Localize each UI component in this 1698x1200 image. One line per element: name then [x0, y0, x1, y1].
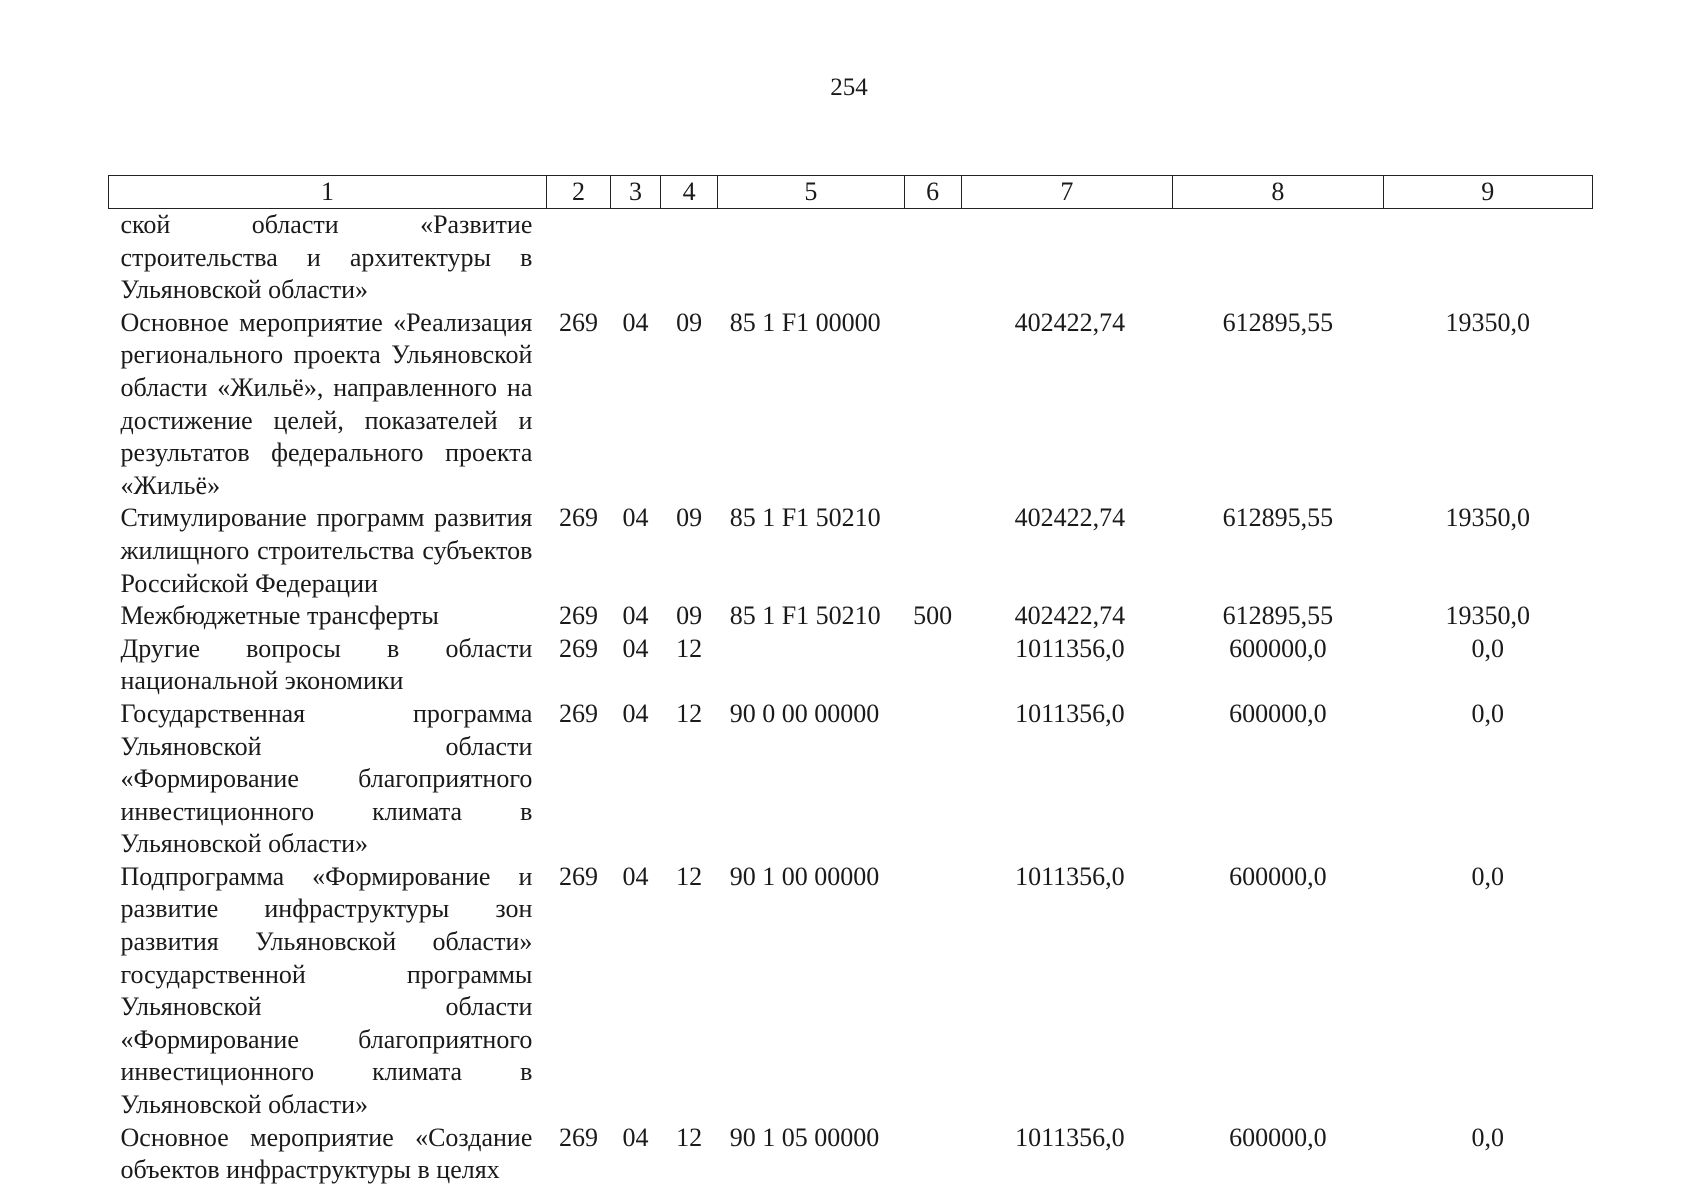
amount-col-8: 600000,0: [1229, 1122, 1327, 1152]
target-article: 90 1 00 00000: [729, 861, 880, 891]
header-col-9: 9: [1383, 176, 1592, 209]
amount-col-8: 612895,55: [1222, 307, 1334, 337]
table-body: [109, 209, 1593, 1187]
row-name: Межбюджетные трансферты: [120, 601, 439, 631]
amount-col-9: 19350,0: [1445, 307, 1531, 337]
admin-code: 269: [558, 601, 598, 631]
subsection-code: 12: [676, 1122, 703, 1152]
row-name: ской области «Развитие строительства и архитектуры в Ульяновской области»: [120, 210, 533, 305]
row-name: Подпрограмма «Формирование и развитие инфраструктуры зон развития Ульяновской области» государственной программы Ульяновской области «Формирование благоприятного инвестиционного климата в Ульяновской области»: [120, 861, 533, 1120]
row-name: Основное мероприятие «Реализация регионального проекта Ульяновской области «Жильё», направленного на достижение целей, показателей и результатов федерального проекта «Жильё»: [120, 307, 533, 500]
header-col-4: 4: [661, 176, 718, 209]
amount-col-9: 0,0: [1471, 861, 1505, 891]
table-row: [109, 861, 1593, 1122]
admin-code: 269: [558, 861, 598, 891]
table-row: [109, 307, 1593, 503]
section-code: 04: [622, 307, 649, 337]
table-row: [109, 502, 1593, 600]
table-row: [109, 600, 1593, 633]
target-article: 85 1 F1 50210: [729, 601, 881, 631]
section-code: 04: [622, 601, 649, 631]
amount-col-8: 600000,0: [1229, 861, 1327, 891]
subsection-code: [661, 209, 718, 307]
target-article: 90 0 00 00000: [729, 698, 880, 728]
section-code: 04: [622, 861, 649, 891]
page-number: 254: [830, 74, 868, 101]
row-name: Государственная программа Ульяновской области «Формирование благоприятного инвестиционного климата в Ульяновской области»: [120, 698, 533, 859]
row-name: Стимулирование программ развития жилищного строительства субъектов Российской Федерации: [120, 503, 533, 598]
amount-col-9: 19350,0: [1445, 601, 1531, 631]
admin-code: 269: [558, 633, 598, 663]
section-code: 04: [622, 503, 649, 533]
row-name: Другие вопросы в области национальной экономики: [120, 633, 533, 696]
admin-code: 269: [558, 1122, 598, 1152]
row-name: Основное мероприятие «Создание объектов инфраструктуры в целях: [120, 1122, 533, 1185]
amount-col-9: [1383, 209, 1592, 307]
subsection-code: 09: [676, 601, 703, 631]
admin-code: 269: [558, 698, 598, 728]
expense-kind: 500: [913, 601, 953, 631]
amount-col-9: 0,0: [1471, 1122, 1505, 1152]
amount-col-9: 0,0: [1471, 698, 1505, 728]
expense-kind: [904, 502, 961, 600]
amount-col-8: 600000,0: [1229, 698, 1327, 728]
expense-kind: [904, 698, 961, 861]
section-code: 04: [622, 698, 649, 728]
table-row: [109, 633, 1593, 698]
admin-code: 269: [558, 503, 598, 533]
table-row: [109, 209, 1593, 307]
expense-kind: [904, 861, 961, 1122]
amount-col-7: 1011356,0: [1015, 633, 1125, 663]
table-row: [109, 698, 1593, 861]
header-col-5: 5: [718, 176, 904, 209]
budget-table: [108, 175, 1593, 1187]
amount-col-8: 612895,55: [1222, 503, 1334, 533]
amount-col-7: 402422,74: [1014, 503, 1126, 533]
header-col-2: 2: [546, 176, 610, 209]
amount-col-8: 612895,55: [1222, 601, 1334, 631]
amount-col-8: [1173, 209, 1383, 307]
amount-col-7: 1011356,0: [1015, 861, 1125, 891]
amount-col-7: 402422,74: [1014, 307, 1126, 337]
subsection-code: 12: [676, 698, 703, 728]
header-col-8: 8: [1173, 176, 1383, 209]
admin-code: 269: [558, 307, 598, 337]
target-article: 90 1 05 00000: [729, 1122, 880, 1152]
header-row: [109, 176, 1593, 209]
expense-kind: [904, 209, 961, 307]
section-code: 04: [622, 633, 649, 663]
section-code: [611, 209, 661, 307]
header-col-3: 3: [611, 176, 661, 209]
table-header: [109, 176, 1593, 209]
header-col-6: 6: [904, 176, 961, 209]
amount-col-7: [961, 209, 1172, 307]
amount-col-7: 1011356,0: [1015, 1122, 1125, 1152]
target-article: 85 1 F1 00000: [729, 307, 881, 337]
target-article: [718, 633, 904, 698]
subsection-code: 12: [676, 861, 703, 891]
amount-col-9: 0,0: [1471, 633, 1505, 663]
amount-col-8: 600000,0: [1229, 633, 1327, 663]
target-article: [718, 209, 904, 307]
table-row: [109, 1122, 1593, 1187]
expense-kind: [904, 307, 961, 503]
amount-col-7: 402422,74: [1014, 601, 1126, 631]
expense-kind: [904, 633, 961, 698]
subsection-code: 12: [676, 633, 703, 663]
admin-code: [546, 209, 610, 307]
subsection-code: 09: [676, 503, 703, 533]
header-col-1: 1: [109, 176, 547, 209]
target-article: 85 1 F1 50210: [729, 503, 881, 533]
section-code: 04: [622, 1122, 649, 1152]
amount-col-7: 1011356,0: [1015, 698, 1125, 728]
header-col-7: 7: [961, 176, 1172, 209]
expense-kind: [904, 1122, 961, 1187]
subsection-code: 09: [676, 307, 703, 337]
amount-col-9: 19350,0: [1445, 503, 1531, 533]
